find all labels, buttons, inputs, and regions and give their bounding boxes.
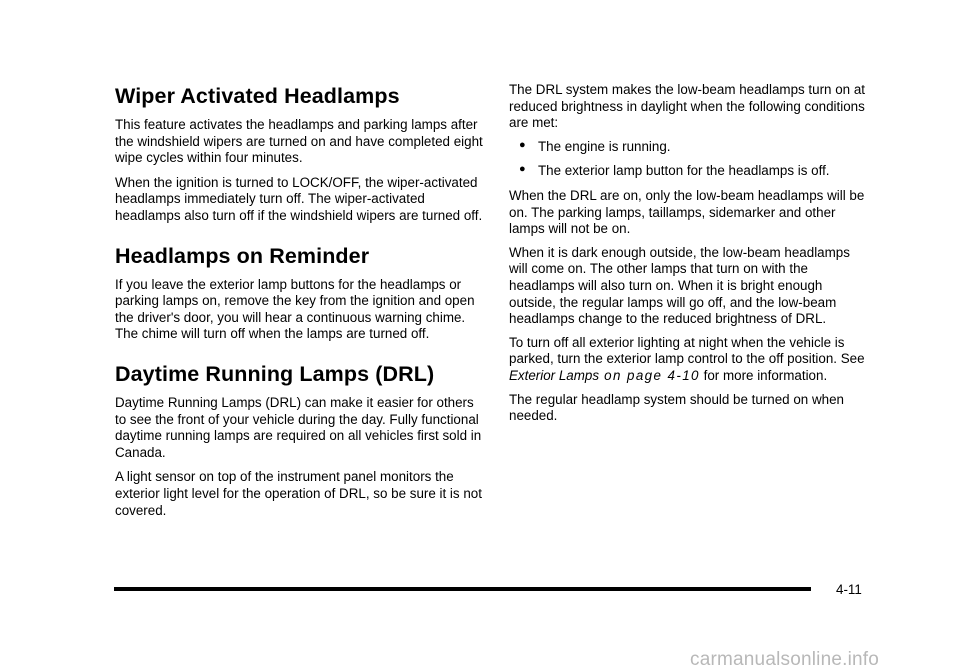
bullet-icon: ● (519, 138, 526, 151)
watermark: carmanualsonline.info (690, 649, 880, 670)
paragraph-with-cross-reference: To turn off all exterior lighting at night when the vehicle is parked, turn the exterior lamp control to the off position. See Exterior Lamps on page 4-10 for more information. (509, 334, 865, 383)
paragraph: The DRL system makes the low-beam headlamps turn on at reduced brightness in daylight when the following conditions are met: (509, 82, 866, 131)
page-number: 4-11 (836, 582, 862, 597)
paragraph: The regular headlamp system should be turned on when needed. (509, 391, 844, 424)
heading-wiper-activated-headlamps: Wiper Activated Headlamps (115, 84, 400, 108)
conditions-list (509, 139, 871, 180)
paragraph: If you leave the exterior lamp buttons for the headlamps or parking lamps on, remove the key from the ignition and open the driver's door, you will hear a continuous warning chime. The chime will turn off when the lamps are turned off. (115, 276, 475, 342)
paragraph: When the DRL are on, only the low-beam headlamps will be on. The parking lamps, taillamps, sidemarker and other lamps will not be on. (509, 187, 865, 237)
heading-headlamps-on-reminder: Headlamps on Reminder (115, 243, 370, 268)
list-item: ● The engine is running. (519, 138, 671, 154)
bullet-icon: ● (519, 163, 526, 176)
paragraph: This feature activates the headlamps and parking lamps after the windshield wipers are turned on and have completed eight wipe cycles within four minutes. (115, 117, 483, 166)
left-column (115, 83, 485, 527)
exterior-lamps-link[interactable]: Exterior Lamps on page 4-10 (509, 367, 700, 383)
paragraph: A light sensor on top of the instrument panel monitors the exterior light level for the operation of DRL, so be sure it is not covered. (115, 469, 482, 518)
footer-rule (114, 587, 811, 591)
right-column (509, 82, 871, 432)
list-item: ● The exterior lamp button for the headlamps is off. (519, 163, 830, 179)
paragraph: When it is dark enough outside, the low-beam headlamps will come on. The other lamps that turn on with the headlamps will also turn on. When it is bright enough outside, the regular lamps will go off, and the low-beam headlamps change to the reduced brightness of DRL. (509, 244, 850, 327)
paragraph: Daytime Running Lamps (DRL) can make it easier for others to see the front of your vehicle during the day. Fully functional daytime running lamps are required on all vehicles first sold in Canada. (115, 394, 482, 460)
heading-daytime-running-lamps: Daytime Running Lamps (DRL) (115, 361, 435, 386)
paragraph: When the ignition is turned to LOCK/OFF, the wiper-activated headlamps immediately turn off. The wiper-activated headlamps also turn off if the windshield wipers are turned off. (115, 174, 483, 223)
